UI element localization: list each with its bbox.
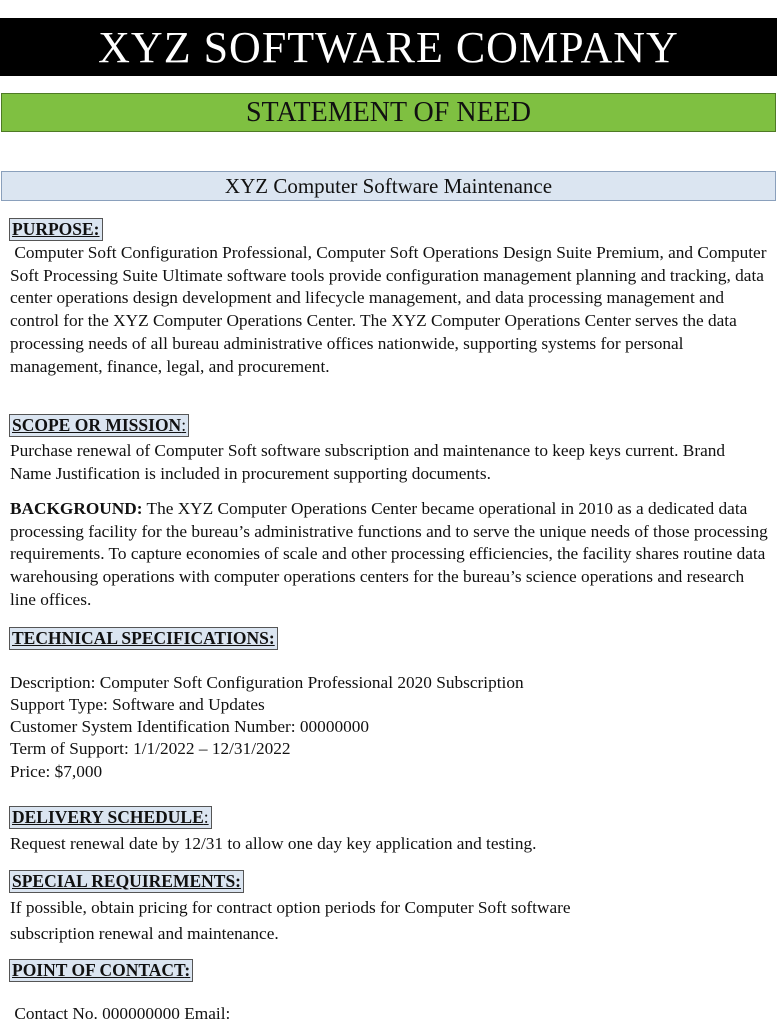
scope-heading-colon: : [181, 415, 187, 435]
subject-title: XYZ Computer Software Maintenance [1, 171, 776, 201]
document-type-title: STATEMENT OF NEED [1, 93, 776, 132]
contact-heading-label: POINT OF CONTACT [12, 960, 185, 980]
delivery-heading-colon: : [203, 807, 209, 827]
special-text-line-1: If possible, obtain pricing for contract option periods for Computer Soft software [10, 898, 571, 917]
scope-heading [9, 414, 189, 437]
contact-heading [9, 959, 193, 982]
background-paragraph [10, 498, 773, 612]
contact-heading-colon: : [184, 960, 191, 980]
spec-term: Term of Support: 1/1/2022 – 12/31/2022 [10, 739, 291, 758]
spec-description: Description: Computer Soft Configuration Professional 2020 Subscription [10, 673, 524, 692]
spec-customer-id: Customer System Identification Number: 00000000 [10, 717, 370, 736]
special-text-line-2: subscription renewal and maintenance. [10, 924, 279, 943]
spec-price: Price: $7,000 [10, 762, 103, 781]
background-text: The XYZ Computer Operations Center became operational in 2010 as a dedicated data processing facility for the bureau’s administrative functions and to serve the unique needs of those processing requirements. To capture economies of scale and other processing efficiencies, the facility shares routine data warehousing operations with computer operations centers for the bureau’s science operations and research line offices. [10, 499, 773, 609]
delivery-text: Request renewal date by 12/31 to allow one day key application and testing. [10, 834, 537, 853]
background-label: BACKGROUND: [10, 499, 143, 518]
purpose-text: Computer Soft Configuration Professional, Computer Soft Operations Design Suite Premium, and Computer Soft Processing Suite Ultimate software tools provide configuration management planning and tracking, data center operations design development and lifecycle management, and data processing management and control for the XYZ Computer Operations Center. The XYZ Computer Operations Center serves the data processing needs of all bureau administrative offices nationwide, supporting systems for personal management, finance, legal, and procurement. [10, 243, 771, 376]
purpose-heading: PURPOSE: [9, 218, 103, 241]
scope-text: Purchase renewal of Computer Soft software subscription and maintenance to keep keys current. Brand Name Justification is included in procurement supporting documents. [10, 441, 726, 483]
technical-heading: TECHNICAL SPECIFICATIONS: [9, 627, 278, 650]
special-heading: SPECIAL REQUIREMENTS: [9, 870, 244, 893]
delivery-heading [9, 806, 212, 829]
contact-text: Contact No. 000000000 Email: [10, 1004, 231, 1023]
delivery-heading-label: DELIVERY SCHEDULE [12, 807, 204, 827]
scope-heading-label: SCOPE OR MISSION [12, 415, 182, 435]
company-title: XYZ SOFTWARE COMPANY [0, 18, 777, 76]
spec-support-type: Support Type: Software and Updates [10, 695, 265, 714]
